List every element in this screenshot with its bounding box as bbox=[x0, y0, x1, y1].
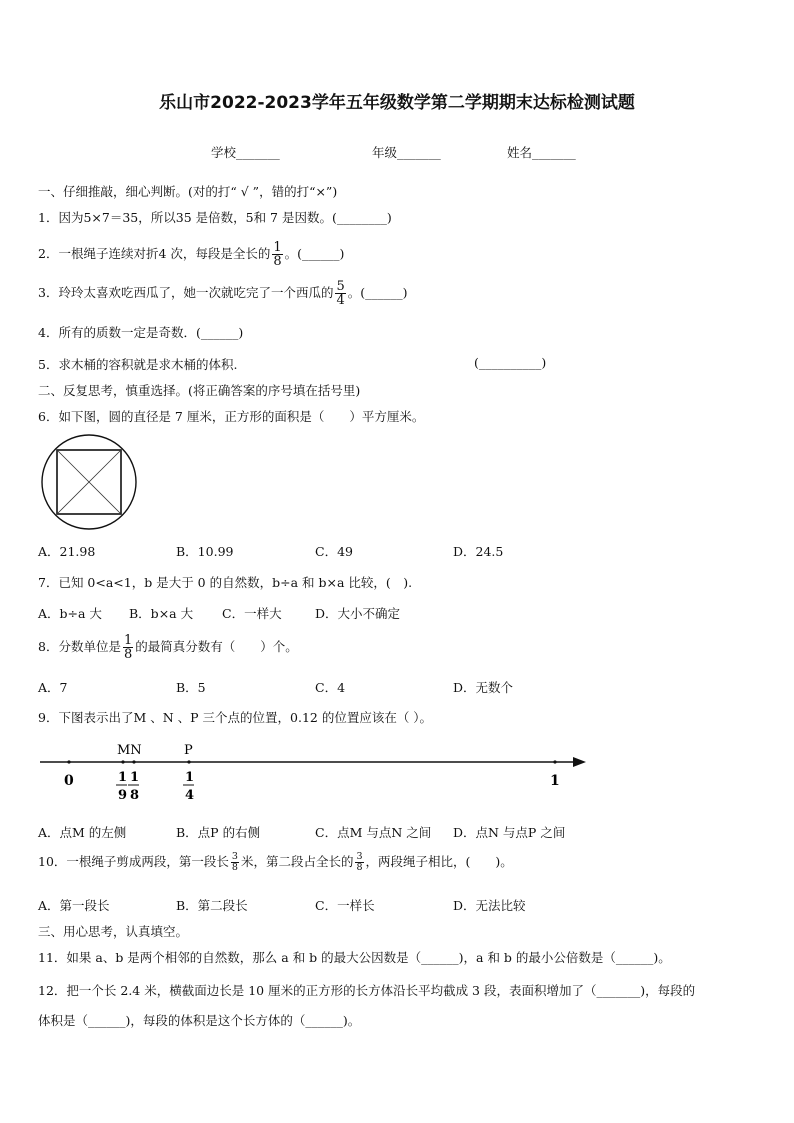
q10-option-a: A．第一段长 bbox=[38, 898, 110, 913]
number-line-arrow bbox=[573, 757, 586, 767]
circle-square-figure bbox=[38, 432, 143, 532]
question-8 bbox=[38, 634, 298, 661]
fraction-3-8 bbox=[355, 852, 363, 873]
question-10 bbox=[38, 852, 513, 873]
question-1: 1．因为5×7＝35，所以35 是倍数，5和 7 是因数。(________) bbox=[38, 210, 392, 225]
fraction-numerator: 3 bbox=[231, 851, 238, 862]
question-8-text: 8．分数单位是 bbox=[38, 639, 121, 654]
question-12-line-1: 12．把一个长 2.4 米，横截面边长是 10 厘米的正方形的长方体沿长平均截成 3 段，表面积增加了（_______)，每段的 bbox=[38, 983, 696, 998]
grade-field: 年级_______ bbox=[372, 145, 441, 160]
fraction-numerator: 3 bbox=[356, 851, 363, 862]
q9-option-c: C．点M 与点N 之间 bbox=[315, 825, 432, 840]
q6-option-d: D．24.5 bbox=[453, 544, 504, 559]
point-label-mn: MN bbox=[117, 743, 142, 758]
tick-den-1-9: 9 bbox=[118, 788, 128, 803]
q10-option-b: B．第二段长 bbox=[176, 898, 248, 913]
fraction-denominator: 8 bbox=[123, 647, 133, 662]
number-line bbox=[36, 736, 596, 810]
question-7: 7．已知 0<a<1，b 是大于 0 的自然数，b÷a 和 b×a 比较，( ). bbox=[38, 575, 413, 590]
q10-option-d: D．无法比较 bbox=[453, 898, 526, 913]
name-field: 姓名_______ bbox=[507, 145, 576, 160]
fraction-5-4 bbox=[335, 280, 345, 307]
question-3 bbox=[38, 280, 408, 307]
tick-dot-1-8 bbox=[132, 760, 135, 763]
question-5-blank: (__________) bbox=[474, 355, 547, 370]
fraction-denominator: 8 bbox=[356, 862, 363, 873]
question-10-text-3: ，两段绳子相比，( )。 bbox=[365, 854, 513, 869]
point-label-p: P bbox=[184, 743, 193, 758]
section-1-heading: 一、仔细推敲，细心判断。(对的打“ √ ”，错的打“×”) bbox=[38, 184, 338, 199]
tick-num-1-4: 1 bbox=[185, 770, 195, 785]
fraction-numerator: 1 bbox=[123, 633, 133, 648]
question-12-line-2: 体积是（______)，每段的体积是这个长方体的（______)。 bbox=[38, 1013, 361, 1028]
q8-option-c: C．4 bbox=[315, 680, 346, 695]
question-3-text: 3．玲玲太喜欢吃西瓜了，她一次就吃完了一个西瓜的 bbox=[38, 285, 334, 300]
question-4: 4．所有的质数一定是奇数．(______) bbox=[38, 325, 244, 340]
fraction-3-8 bbox=[231, 852, 239, 873]
school-field: 学校_______ bbox=[211, 145, 280, 160]
question-8-rest: 的最简真分数有（ ）个。 bbox=[135, 639, 298, 654]
page-title: 乐山市2022-2023学年五年级数学第二学期期末达标检测试题 bbox=[159, 93, 635, 113]
q7-option-d: D．大小不确定 bbox=[315, 606, 401, 621]
question-5: 5．求木桶的容积就是求木桶的体积. bbox=[38, 357, 238, 372]
tick-dot-1-4 bbox=[187, 760, 190, 763]
tick-dot-1 bbox=[553, 760, 556, 763]
question-11: 11．如果 a、b 是两个相邻的自然数，那么 a 和 b 的最大公因数是（______)，a 和 b 的最小公倍数是（______)。 bbox=[38, 950, 671, 965]
q8-option-d: D．无数个 bbox=[453, 680, 514, 695]
q6-option-a: A．21.98 bbox=[38, 544, 96, 559]
q7-option-b: B．b×a 大 bbox=[129, 606, 194, 621]
q9-option-a: A．点M 的左侧 bbox=[38, 825, 127, 840]
tick-label-0: 0 bbox=[64, 773, 74, 789]
tick-num-1-8: 1 bbox=[130, 770, 140, 785]
question-6: 6．如下图，圆的直径是 7 厘米，正方形的面积是（ ）平方厘米。 bbox=[38, 409, 425, 424]
question-10-text-2: 米，第二段占全长的 bbox=[240, 854, 354, 869]
q7-option-a: A．b÷a 大 bbox=[38, 606, 102, 621]
fraction-denominator: 8 bbox=[231, 862, 238, 873]
q8-option-b: B．5 bbox=[176, 680, 206, 695]
question-2-text: 2．一根绳子连续对折4 次，每段是全长的 bbox=[38, 246, 271, 261]
section-3-heading: 三、用心思考，认真填空。 bbox=[38, 924, 189, 939]
q7-option-c: C．一样大 bbox=[222, 606, 282, 621]
q9-option-d: D．点N 与点P 之间 bbox=[453, 825, 566, 840]
tick-label-1: 1 bbox=[550, 773, 560, 789]
section-2-heading: 二、反复思考，慎重选择。(将正确答案的序号填在括号里) bbox=[38, 383, 361, 398]
fraction-numerator: 1 bbox=[273, 240, 282, 255]
q10-option-c: C．一样长 bbox=[315, 898, 375, 913]
tick-den-1-8: 8 bbox=[130, 788, 140, 803]
q9-option-b: B．点P 的右侧 bbox=[176, 825, 261, 840]
fraction-1-8 bbox=[123, 634, 133, 661]
tick-dot-1-9 bbox=[121, 760, 124, 763]
q6-option-b: B．10.99 bbox=[176, 544, 234, 559]
question-10-text-1: 10．一根绳子剪成两段，第一段长 bbox=[38, 854, 229, 869]
tick-num-1-9: 1 bbox=[118, 770, 128, 785]
fraction-numerator: 5 bbox=[336, 279, 345, 294]
fraction-denominator: 8 bbox=[273, 254, 282, 269]
question-2 bbox=[38, 241, 344, 268]
question-2-blank: 。(______) bbox=[284, 246, 345, 261]
q6-option-c: C．49 bbox=[315, 544, 353, 559]
q8-option-a: A．7 bbox=[38, 680, 68, 695]
fraction-denominator: 4 bbox=[336, 293, 345, 308]
question-3-blank: 。(______) bbox=[347, 285, 408, 300]
question-9: 9．下图表示出了M 、N 、P 三个点的位置，0.12 的位置应该在（ ）。 bbox=[38, 710, 433, 725]
tick-den-1-4: 4 bbox=[185, 788, 195, 803]
fraction-1-8 bbox=[272, 241, 282, 268]
tick-dot-0 bbox=[67, 760, 70, 763]
